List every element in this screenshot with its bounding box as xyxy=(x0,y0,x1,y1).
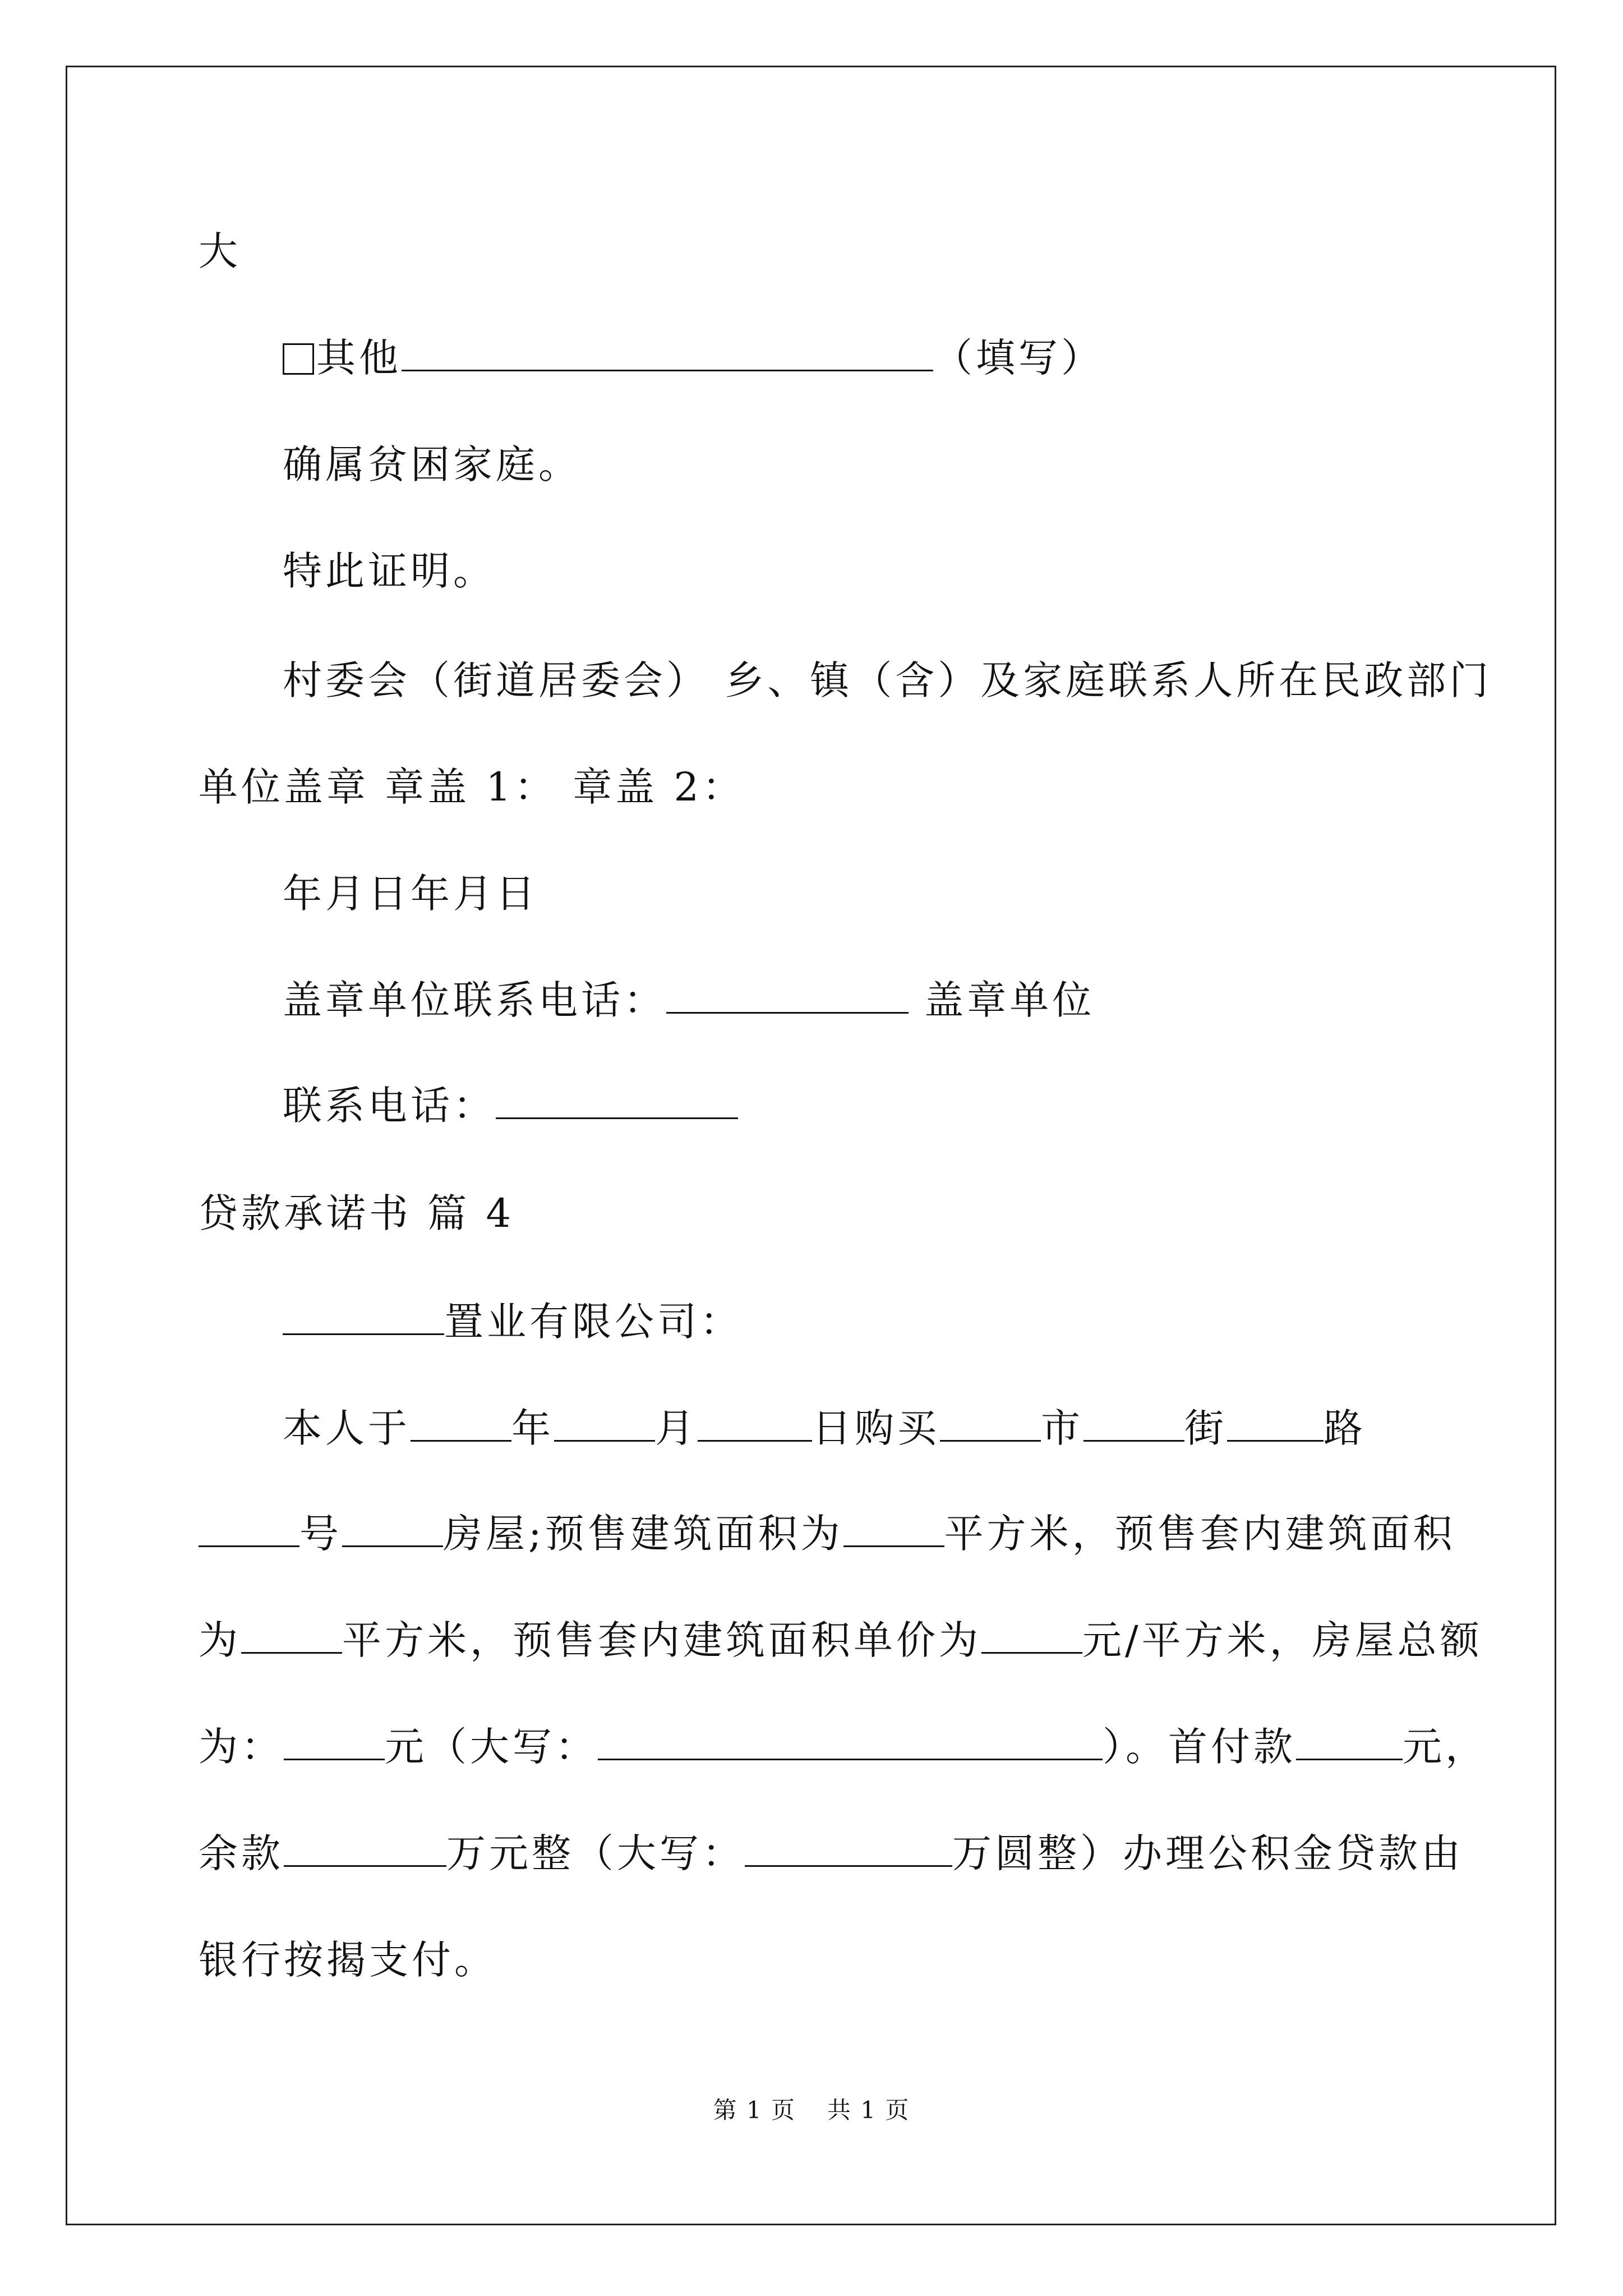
text: 日购买 xyxy=(812,1405,940,1451)
text: 平方米，预售套内建筑面积单价为 xyxy=(342,1617,981,1663)
checkbox-icon[interactable] xyxy=(283,343,314,375)
text: （填写） xyxy=(933,335,1104,381)
text: ）。首付款 xyxy=(1103,1724,1296,1770)
page-footer xyxy=(0,2093,1623,2127)
text-line-1 xyxy=(199,223,241,279)
text: 银行按揭支付。 xyxy=(199,1937,497,1983)
fill-blank[interactable] xyxy=(402,335,933,371)
fill-blank[interactable] xyxy=(981,1617,1082,1654)
text: 平方米，预售套内建筑面积 xyxy=(944,1511,1456,1557)
text: 元/平方米，房屋总额 xyxy=(1082,1617,1483,1663)
text: 年 xyxy=(511,1405,554,1451)
text: 万圆整）办理公积金贷款由 xyxy=(952,1830,1464,1876)
section-heading xyxy=(199,1185,514,1241)
fill-blank[interactable] xyxy=(241,1617,342,1654)
text: 为： xyxy=(199,1724,284,1770)
fill-blank[interactable] xyxy=(554,1405,655,1442)
text: 盖章单位联系电话： xyxy=(283,977,666,1023)
text: 年月日年月日 xyxy=(283,871,538,917)
text: 村委会（街道居委会） 乡、镇（含）及家庭联系人所在民政部门 xyxy=(283,657,1492,703)
text-line-16 xyxy=(199,1825,1464,1881)
text: 月 xyxy=(655,1405,698,1451)
text-line-8 xyxy=(283,972,1095,1028)
fill-blank[interactable] xyxy=(411,1405,511,1442)
text: 确属贫困家庭。 xyxy=(283,441,581,487)
fill-blank[interactable] xyxy=(698,1405,812,1442)
page-number: 第 1 页 xyxy=(713,2096,796,2124)
text-line-12 xyxy=(283,1400,1366,1456)
text-line-15 xyxy=(199,1719,1488,1775)
fill-blank[interactable] xyxy=(199,1511,299,1547)
text: 本人于 xyxy=(283,1405,411,1451)
text-line-2 xyxy=(283,330,1104,386)
text: 贷款承诺书 篇 4 xyxy=(199,1190,515,1236)
page-total: 共 1 页 xyxy=(827,2096,910,2124)
text: 盖章单位 xyxy=(909,977,1095,1023)
fill-blank[interactable] xyxy=(284,1724,385,1760)
text: 大 xyxy=(199,228,241,274)
text: 房屋;预售建筑面积为 xyxy=(443,1511,843,1557)
fill-blank[interactable] xyxy=(598,1724,1103,1760)
text: 联系电话： xyxy=(283,1083,496,1129)
text: 元， xyxy=(1403,1724,1488,1770)
text: 单位盖章 章盖 1： 章盖 2： xyxy=(199,764,745,810)
text-line-14 xyxy=(199,1612,1483,1668)
text-line-3 xyxy=(283,436,581,493)
text-line-6 xyxy=(199,759,745,815)
text: 路 xyxy=(1324,1405,1366,1451)
text: 其他 xyxy=(316,335,402,381)
text-line-11 xyxy=(283,1294,743,1350)
fill-blank[interactable] xyxy=(745,1830,952,1867)
fill-blank[interactable] xyxy=(1227,1405,1324,1442)
fill-blank[interactable] xyxy=(342,1511,443,1547)
text-line-7 xyxy=(283,866,538,922)
fill-blank[interactable] xyxy=(496,1083,738,1119)
text-line-9 xyxy=(283,1078,738,1134)
fill-blank[interactable] xyxy=(666,977,909,1014)
text-line-17 xyxy=(199,1932,497,1988)
text: 特此证明。 xyxy=(283,548,496,594)
fill-blank[interactable] xyxy=(283,1299,444,1335)
fill-blank[interactable] xyxy=(1296,1724,1403,1760)
text: 为 xyxy=(199,1617,241,1663)
page-border xyxy=(66,66,1556,2225)
fill-blank[interactable] xyxy=(940,1405,1041,1442)
text-line-4 xyxy=(283,543,496,599)
text: 号 xyxy=(299,1511,342,1557)
text: 万元整（大写： xyxy=(446,1830,745,1876)
text: 市 xyxy=(1041,1405,1083,1451)
text-line-5 xyxy=(283,652,1492,708)
text-line-13 xyxy=(199,1506,1456,1562)
text: 置业有限公司： xyxy=(444,1299,743,1345)
fill-blank[interactable] xyxy=(843,1511,944,1547)
text: 街 xyxy=(1184,1405,1227,1451)
text: 元（大写： xyxy=(385,1724,598,1770)
text: 余款 xyxy=(199,1830,284,1876)
fill-blank[interactable] xyxy=(1083,1405,1184,1442)
fill-blank[interactable] xyxy=(284,1830,446,1867)
